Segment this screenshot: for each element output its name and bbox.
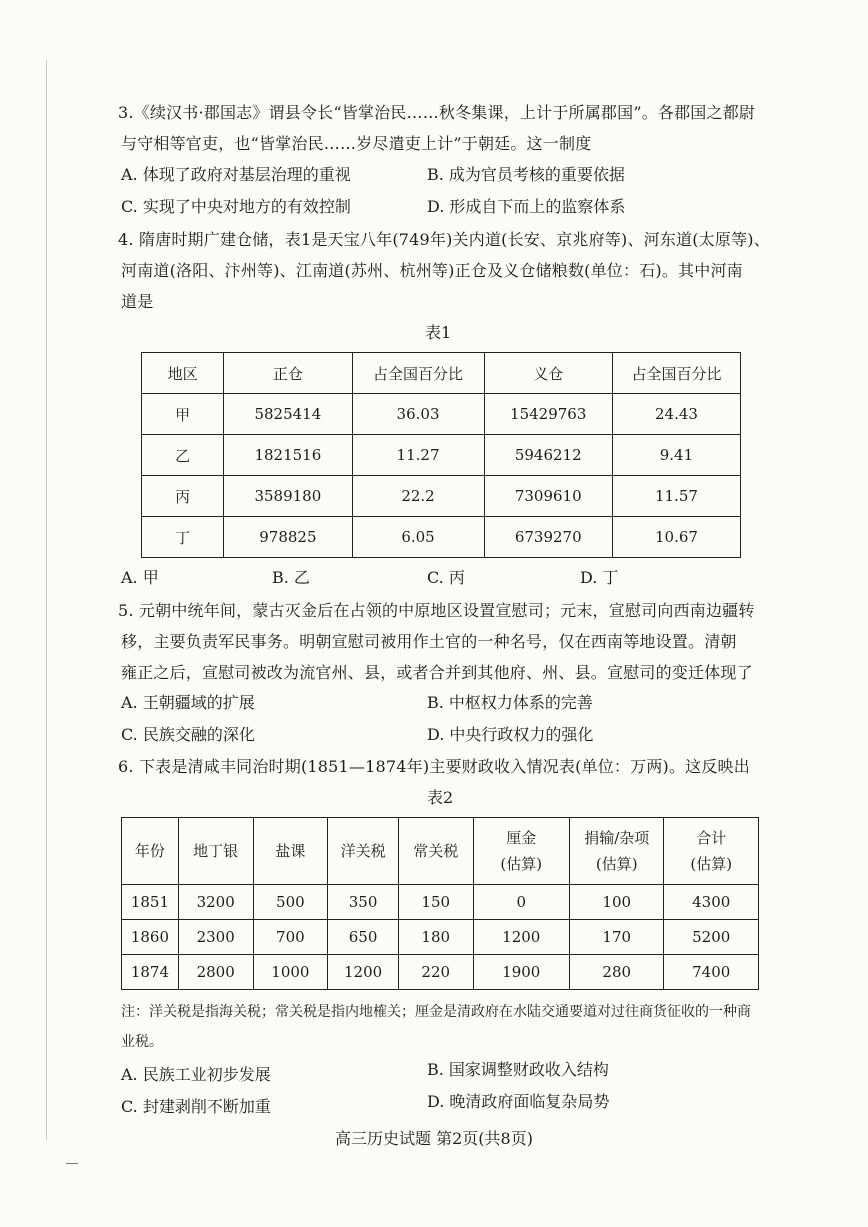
table2-header-cell — [473, 818, 569, 885]
table2-header-row — [122, 818, 759, 885]
q4-option-a: A. 甲 — [121, 568, 159, 587]
table1-cell: 丙 — [142, 476, 224, 517]
q4-option-c: C. 丙 — [427, 568, 465, 587]
q6-option-b: B. 国家调整财政收入结构 — [427, 1060, 609, 1079]
table2-header-text: 盐课 — [275, 842, 306, 860]
table-row — [122, 955, 759, 990]
table1-header-row — [142, 353, 741, 394]
corner-mark — [66, 1163, 78, 1164]
table1-header-cell: 地区 — [142, 353, 224, 394]
page-footer: 高三历史试题 第2页(共8页) — [335, 1129, 533, 1148]
table2-cell: 100 — [570, 885, 664, 920]
table1-cell: 6739270 — [484, 517, 612, 558]
q3-option-a: A. 体现了政府对基层治理的重视 — [121, 165, 351, 184]
table2-cell: 650 — [328, 920, 399, 955]
table2-cell: 1851 — [122, 885, 179, 920]
q3-option-c: C. 实现了中央对地方的有效控制 — [121, 197, 351, 216]
table1 — [141, 352, 741, 558]
table2-cell: 3200 — [178, 885, 253, 920]
margin-rule — [46, 60, 47, 1140]
table1-cell: 6.05 — [352, 517, 484, 558]
q3-stem-line2: 与守相等官吏，也“皆掌治民……岁尽遣吏上计”于朝廷。这一制度 — [121, 134, 592, 153]
q5-option-b: B. 中枢权力体系的完善 — [427, 693, 593, 712]
table2-cell: 350 — [328, 885, 399, 920]
table2-cell: 280 — [570, 955, 664, 990]
table2-header-cell — [253, 818, 328, 885]
table-row — [142, 517, 741, 558]
table-row — [122, 885, 759, 920]
table1-cell: 3589180 — [224, 476, 352, 517]
q5-stem-line1: 5. 元朝中统年间，蒙古灭金后在占领的中原地区设置宣慰司；元末，宣慰司向西南边疆转 — [118, 601, 755, 620]
table2-header-text: 地丁银 — [193, 842, 239, 860]
table2-cell: 1000 — [253, 955, 328, 990]
table2-cell: 1200 — [328, 955, 399, 990]
table2-header-subtext: (估算) — [690, 855, 733, 873]
q5-option-a: A. 王朝疆域的扩展 — [121, 693, 255, 712]
table2-header-cell — [398, 818, 473, 885]
q5-stem-line3: 雍正之后，宣慰司被改为流官州、县，或者合并到其他府、州、县。宣慰司的变迁体现了 — [121, 663, 753, 682]
table2-cell: 4300 — [664, 885, 759, 920]
table2-cell: 2800 — [178, 955, 253, 990]
table1-cell: 丁 — [142, 517, 224, 558]
table1-cell: 1821516 — [224, 435, 352, 476]
table2-header-cell — [664, 818, 759, 885]
table1-cell: 9.41 — [612, 435, 740, 476]
table2-cell: 1900 — [473, 955, 569, 990]
table1-cell: 5946212 — [484, 435, 612, 476]
table1-cell: 978825 — [224, 517, 352, 558]
table2-cell: 1200 — [473, 920, 569, 955]
table2-cell: 700 — [253, 920, 328, 955]
table1-cell: 24.43 — [612, 394, 740, 435]
table-row — [122, 920, 759, 955]
table2-header-text: 常关税 — [413, 842, 459, 860]
table1-cell: 36.03 — [352, 394, 484, 435]
table2-note-line1: 注：洋关税是指海关税；常关税是指内地榷关；厘金是清政府在水陆交通要道对过往商货征收的一种商 — [121, 1004, 751, 1020]
table1-cell: 11.27 — [352, 435, 484, 476]
table-row — [142, 435, 741, 476]
table2-header-text: 合计 — [696, 829, 727, 847]
table2-header-text: 厘金 — [506, 829, 537, 847]
q4-stem-line3: 道是 — [121, 292, 154, 311]
q5-option-c: C. 民族交融的深化 — [121, 725, 255, 744]
q4-option-d: D. 丁 — [580, 568, 619, 587]
q3-stem-line1: 3.《续汉书·郡国志》谓县令长“皆掌治民……秋冬集课，上计于所属郡国”。各郡国之都尉 — [118, 103, 756, 122]
table2-cell: 170 — [570, 920, 664, 955]
q3-option-d: D. 形成自下而上的监察体系 — [427, 197, 626, 216]
table1-cell: 10.67 — [612, 517, 740, 558]
table2-cell: 220 — [398, 955, 473, 990]
table2-header-cell — [570, 818, 664, 885]
table2-cell: 7400 — [664, 955, 759, 990]
q4-option-b: B. 乙 — [272, 568, 310, 587]
q3-option-b: B. 成为官员考核的重要依据 — [427, 165, 625, 184]
table2-cell: 1860 — [122, 920, 179, 955]
table2-title: 表2 — [427, 788, 454, 807]
table2 — [121, 817, 759, 990]
q4-stem-line1: 4. 隋唐时期广建仓储，表1是天宝八年(749年)关内道(长安、京兆府等)、河东道(太原等)、 — [118, 230, 770, 249]
table2-header-subtext: (估算) — [500, 855, 543, 873]
table2-header-subtext: (估算) — [595, 855, 638, 873]
table2-header-text: 洋关税 — [340, 842, 386, 860]
table2-header-text: 捐输/杂项 — [584, 829, 650, 847]
table2-cell: 1874 — [122, 955, 179, 990]
q5-stem-line2: 移，主要负责军民事务。明朝宣慰司被用作土官的一种名号，仅在西南等地设置。清朝 — [121, 632, 737, 651]
table1-cell: 5825414 — [224, 394, 352, 435]
q4-stem-line2: 河南道(洛阳、汴州等)、江南道(苏州、杭州等)正仓及义仓储粮数(单位：石)。其中河南 — [121, 261, 743, 280]
table1-cell: 11.57 — [612, 476, 740, 517]
table1-title: 表1 — [425, 323, 452, 342]
table2-cell: 5200 — [664, 920, 759, 955]
q6-option-d: D. 晚清政府面临复杂局势 — [427, 1092, 610, 1111]
table1-header-cell: 占全国百分比 — [612, 353, 740, 394]
table2-cell: 2300 — [178, 920, 253, 955]
q5-option-d: D. 中央行政权力的强化 — [427, 725, 594, 744]
table2-header-cell — [178, 818, 253, 885]
q6-option-c: C. 封建剥削不断加重 — [121, 1097, 271, 1116]
table-row — [142, 394, 741, 435]
table1-cell: 22.2 — [352, 476, 484, 517]
q6-option-a: A. 民族工业初步发展 — [121, 1065, 271, 1084]
table-row — [142, 476, 741, 517]
table1-cell: 乙 — [142, 435, 224, 476]
table2-cell: 0 — [473, 885, 569, 920]
table2-cell: 500 — [253, 885, 328, 920]
table1-header-cell: 正仓 — [224, 353, 352, 394]
table2-header-cell — [122, 818, 179, 885]
table2-header-text: 年份 — [134, 842, 165, 860]
table2-cell: 150 — [398, 885, 473, 920]
q6-stem-line1: 6. 下表是清咸丰同治时期(1851—1874年)主要财政收入情况表(单位：万两)。这反映出 — [118, 757, 750, 776]
table1-cell: 7309610 — [484, 476, 612, 517]
table2-header-cell — [328, 818, 399, 885]
table1-header-cell: 占全国百分比 — [352, 353, 484, 394]
table1-cell: 甲 — [142, 394, 224, 435]
table2-note-line2: 业税。 — [121, 1034, 163, 1050]
table1-header-cell: 义仓 — [484, 353, 612, 394]
table1-cell: 15429763 — [484, 394, 612, 435]
table2-cell: 180 — [398, 920, 473, 955]
